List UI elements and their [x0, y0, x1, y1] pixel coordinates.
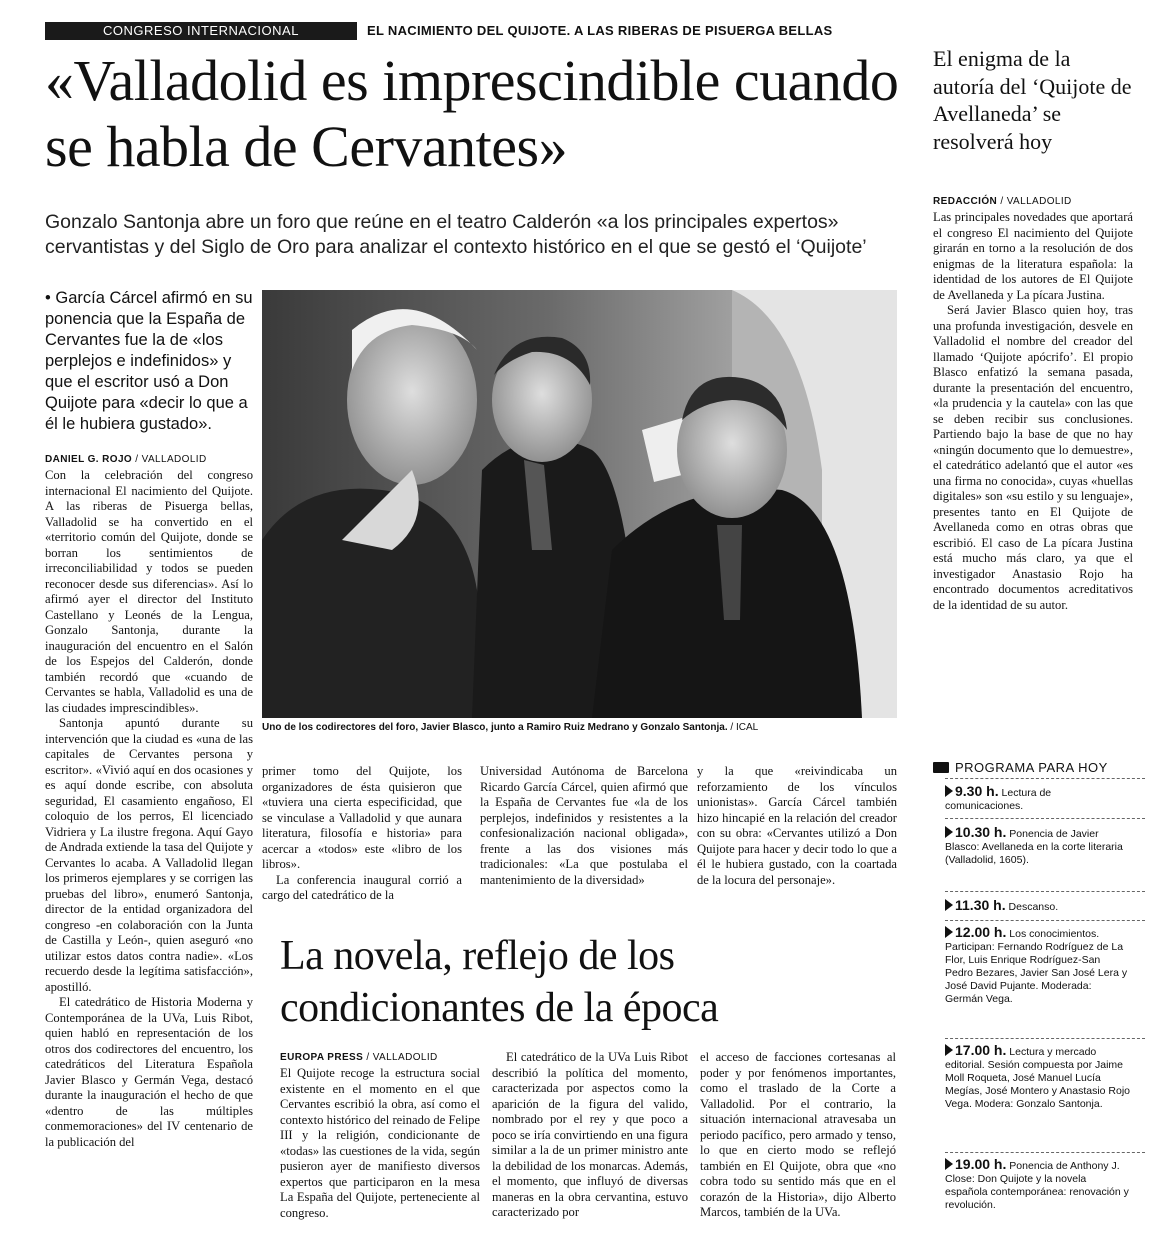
- byline-author: REDACCIÓN: [933, 196, 998, 207]
- second-article-col-3: [700, 1050, 896, 1221]
- main-byline: [45, 454, 207, 465]
- program-time: 9.30 h.: [955, 783, 999, 799]
- paragraph: Será Javier Blasco quien hoy, tras una profunda investigación, desvele en Valladolid el nombre del creador del llamado ‘Quijote apócrifo’. El propio Blasco enfatizó la semana pasada, durante la presentación del encuentro, «la prudencia y la cautela» con las que se deben recibir sus conclusiones. Partiendo bajo la base de que no hay «ningún documento que lo demuestre», el catedrático adelantó que el autor «es una firma no conocida», cuyas «huellas digitales» son «su estilo y su lenguaje», presentes tanto en El Quijote de Avellaneda como en otras obras que escribió. El caso de La pícara Justina está mucho más claro, ya que el investigador Anastasio Rojo ha encontrado documentos acreditativos de la identidad de su autor.: [933, 303, 1133, 612]
- program-time: 11.30 h.: [955, 897, 1006, 913]
- program-time: 17.00 h.: [955, 1042, 1007, 1058]
- program-text: Los conocimientos. Participan: Fernando Rodríguez de La Flor, Luis Enrique Rodríguez-San Pedro Bezares, Javier San José Lera y José David Pujante. Moderada: Germán Vega.: [945, 928, 1128, 1005]
- main-article-col-1: [45, 468, 253, 1150]
- second-article-col-1: [280, 1066, 480, 1221]
- arrow-icon: [945, 899, 953, 911]
- byline-place: / VALLADOLID: [363, 1052, 438, 1063]
- program-text: Ponencia de Anthony J. Close: Don Quijote y la novela española contemporánea: renovación y revolución.: [945, 1160, 1129, 1211]
- divider: [945, 778, 1145, 779]
- main-article-col-4: [697, 764, 897, 888]
- sidebar-title: El enigma de la autoría del ‘Quijote de Avellaneda’ se resolverá hoy: [933, 46, 1132, 154]
- arrow-icon: [945, 926, 953, 938]
- byline-place: / VALLADOLID: [132, 454, 207, 465]
- paragraph: Universidad Autónoma de Barcelona Ricardo García Cárcel, quien afirmó que la España de Cervantes fue «la de los perplejos, indefinidos y resistentes a la confesionalización nacional obligada», frente a las dos visiones más tradicionales: «La que postulaba el mantenimiento de la diversidad»: [480, 764, 688, 887]
- caption-text: Uno de los codirectores del foro, Javier Blasco, junto a Ramiro Ruiz Medrano y Gonzalo Santonja.: [262, 722, 728, 733]
- program-text: Descanso.: [1008, 901, 1059, 913]
- program-time: 19.00 h.: [955, 1156, 1007, 1172]
- paragraph: Las principales novedades que aportará el congreso El nacimiento del Quijote girarán en torno a la resolución de dos enigmas de la literatura española: la identidad de los autores de El Quijote de Avellaneda y La pícara Justina.: [933, 210, 1133, 302]
- divider: [945, 1152, 1145, 1153]
- subheadline: Gonzalo Santonja abre un foro que reúne en el teatro Calderón «a los principales expertos» cervantistas y del Siglo de Oro para analizar el contexto histórico en el que se gestó el ‘Quijote’: [45, 211, 867, 258]
- program-item: [945, 826, 1130, 867]
- arrow-icon: [945, 785, 953, 797]
- program-time: 10.30 h.: [955, 824, 1007, 840]
- paragraph: primer tomo del Quijote, los organizadores de ésta quisieron que «tuviera una cierta especificidad, que se vinculase a Valladolid y que aunara literatura, filosofía e historia» para acercar a «todos» este «libro de los libros».: [262, 764, 462, 871]
- divider: [945, 1038, 1145, 1039]
- program-text: Lectura de comunicaciones.: [945, 787, 1052, 812]
- program-heading: [933, 760, 1133, 775]
- paragraph: La conferencia inaugural corrió a cargo del catedrático de la: [262, 872, 462, 902]
- program-item: [945, 785, 1130, 813]
- paragraph: El Quijote recoge la estructura social existente en el momento en el que Cervantes escribió la obra, así como el contexto histórico del reinado de Felipe III y la religión, condicionante de «todas» las cuestiones de la vida, según pusieron ayer de manifiesto diversos expertos que participaron en la mesa La España del Quijote, perteneciente al congreso.: [280, 1066, 480, 1220]
- program-title: PROGRAMA PARA HOY: [955, 760, 1108, 775]
- byline-author: EUROPA PRESS: [280, 1052, 364, 1063]
- divider: [945, 920, 1145, 921]
- page-title: «Valladolid es imprescindible cuando se habla de Cervantes»: [45, 48, 899, 179]
- program-item: [945, 899, 1130, 914]
- divider: [945, 818, 1145, 819]
- paragraph: El catedrático de Historia Moderna y Contemporánea de la UVa, Luis Ribot, quien habló en representación de los otros dos codirectores del encuentro, los catedráticos del Literatura Española Javier Blasco y Germán Vega, destacó durante la inauguración el hecho de que «dentro de las múltiples conmemoraciones» del IV centenario de la publicación del: [45, 995, 253, 1149]
- article-photo: [262, 290, 897, 718]
- sidebar-body: [933, 210, 1133, 613]
- paragraph: el acceso de facciones cortesanas al poder y por fenómenos importantes, como el traslado de la Corte a Valladolid. Por el contrario, la situación internacional atravesaba un periodo pacífico, pero armado y tenso, lo que en cierto modo se reflejó también en El Quijote, obra que «no cobra todo su sentido más que en el corazón de la Historia», dijo Alberto Marcos, también de la UVa.: [700, 1050, 896, 1219]
- byline-author: DANIEL G. ROJO: [45, 454, 133, 465]
- arrow-icon: [945, 1044, 953, 1056]
- book-icon: [933, 762, 949, 773]
- program-time: 12.00 h.: [955, 924, 1007, 940]
- photo-illustration: [262, 290, 897, 718]
- photo-caption: [262, 722, 902, 733]
- program-item: [945, 1158, 1130, 1212]
- section-header: [45, 22, 915, 40]
- pull-quote: • García Cárcel afirmó en su ponencia que la España de Cervantes fue la de «los perplejos e indefinidos» y que el escritor usó a Don Quijote para «decir lo que a él le hubiera gustado».: [45, 289, 253, 433]
- arrow-icon: [945, 826, 953, 838]
- section-kicker: EL NACIMIENTO DEL QUIJOTE. A LAS RIBERAS DE PISUERGA BELLAS: [367, 23, 833, 38]
- byline-place: / VALLADOLID: [997, 196, 1072, 207]
- program-text: Lectura y mercado editorial. Sesión compuesta por Jaime Moll Roqueta, José Manuel Lucía Megías, José Montero y Anastasio Rojo Vega. Modera: Gonzalo Santonja.: [945, 1046, 1131, 1110]
- second-byline: [280, 1052, 438, 1063]
- program-item: [945, 926, 1130, 1006]
- second-article-col-2: [492, 1050, 688, 1221]
- paragraph: Santonja apuntó durante su intervención que la ciudad es «una de las capitales de Cervantes persona y escritor». «Vivió aquí en dos ocasiones y es aquí donde escribe, con absoluta seguridad, El casamiento engañoso, El coloquio de los perros, El licenciado Vidriera y La ilustre fregona. Aquí Gayo de Andrada extiende la tasa del Quijote y Cervantes lo acaba. A Valladolid llegan los primeros ejemplares y se corrigen las pruebas del libro», enumeró Santonja, director de la entidad organizadora del congreso -en colaboración con la Junta de Castilla y León-, quien aseguró «no utilizar estos datos contra nadie». «Los recuerdo desde la legítima satisfacción», apostilló.: [45, 716, 253, 994]
- paragraph: Con la celebración del congreso internacional El nacimiento del Quijote. A las riberas de Pisuerga bellas, Valladolid se ha convertido en el «territorio común del Quijote, donde se borran los sentimientos de irreconciliabilidad y todos se pueden reconocer desde sus diferencias». Así lo afirmó ayer el director del Instituto Castellano y Leonés de la Lengua, Gonzalo Santonja, durante la inauguración del encuentro en el Salón de los Espejos del Calderón, donde también recordó que «cuando de Cervantes se habla, Valladolid es una de las ciudades imprescindibles».: [45, 468, 253, 715]
- main-article-col-3: [480, 764, 688, 888]
- arrow-icon: [945, 1158, 953, 1170]
- main-article-col-2: [262, 764, 462, 904]
- divider: [945, 891, 1145, 892]
- section-tag: CONGRESO INTERNACIONAL: [45, 22, 357, 40]
- sidebar-byline: [933, 196, 1072, 207]
- paragraph: El catedrático de la UVa Luis Ribot describió la política del momento, caracterizada por aspectos como la aparición de la figura del valido, nombrado por el rey y que poco a poco se iría convirtiendo en una figura similar a la de un primer ministro ante la debilidad de los monarcas. Además, el momento, que influyó de diversas maneras en la obra cervantina, estuvo caracterizado por: [492, 1050, 688, 1219]
- program-text: Ponencia de Javier Blasco: Avellaneda en la corte literaria (Valladolid, 1605).: [945, 828, 1123, 866]
- paragraph: y la que «reivindicaba un reforzamiento de los vínculos unionistas». García Cárcel también hizo hincapié en la relación del creador con su obra: «Cervantes utilizó a Don Quijote para hacer y decir todo lo que a él le hubiera gustado, con la coartada de la locura del personaje».: [697, 764, 897, 887]
- program-item: [945, 1044, 1130, 1111]
- second-headline: La novela, reflejo de los condicionantes de la época: [280, 933, 719, 1031]
- photo-credit: / ICAL: [727, 722, 759, 733]
